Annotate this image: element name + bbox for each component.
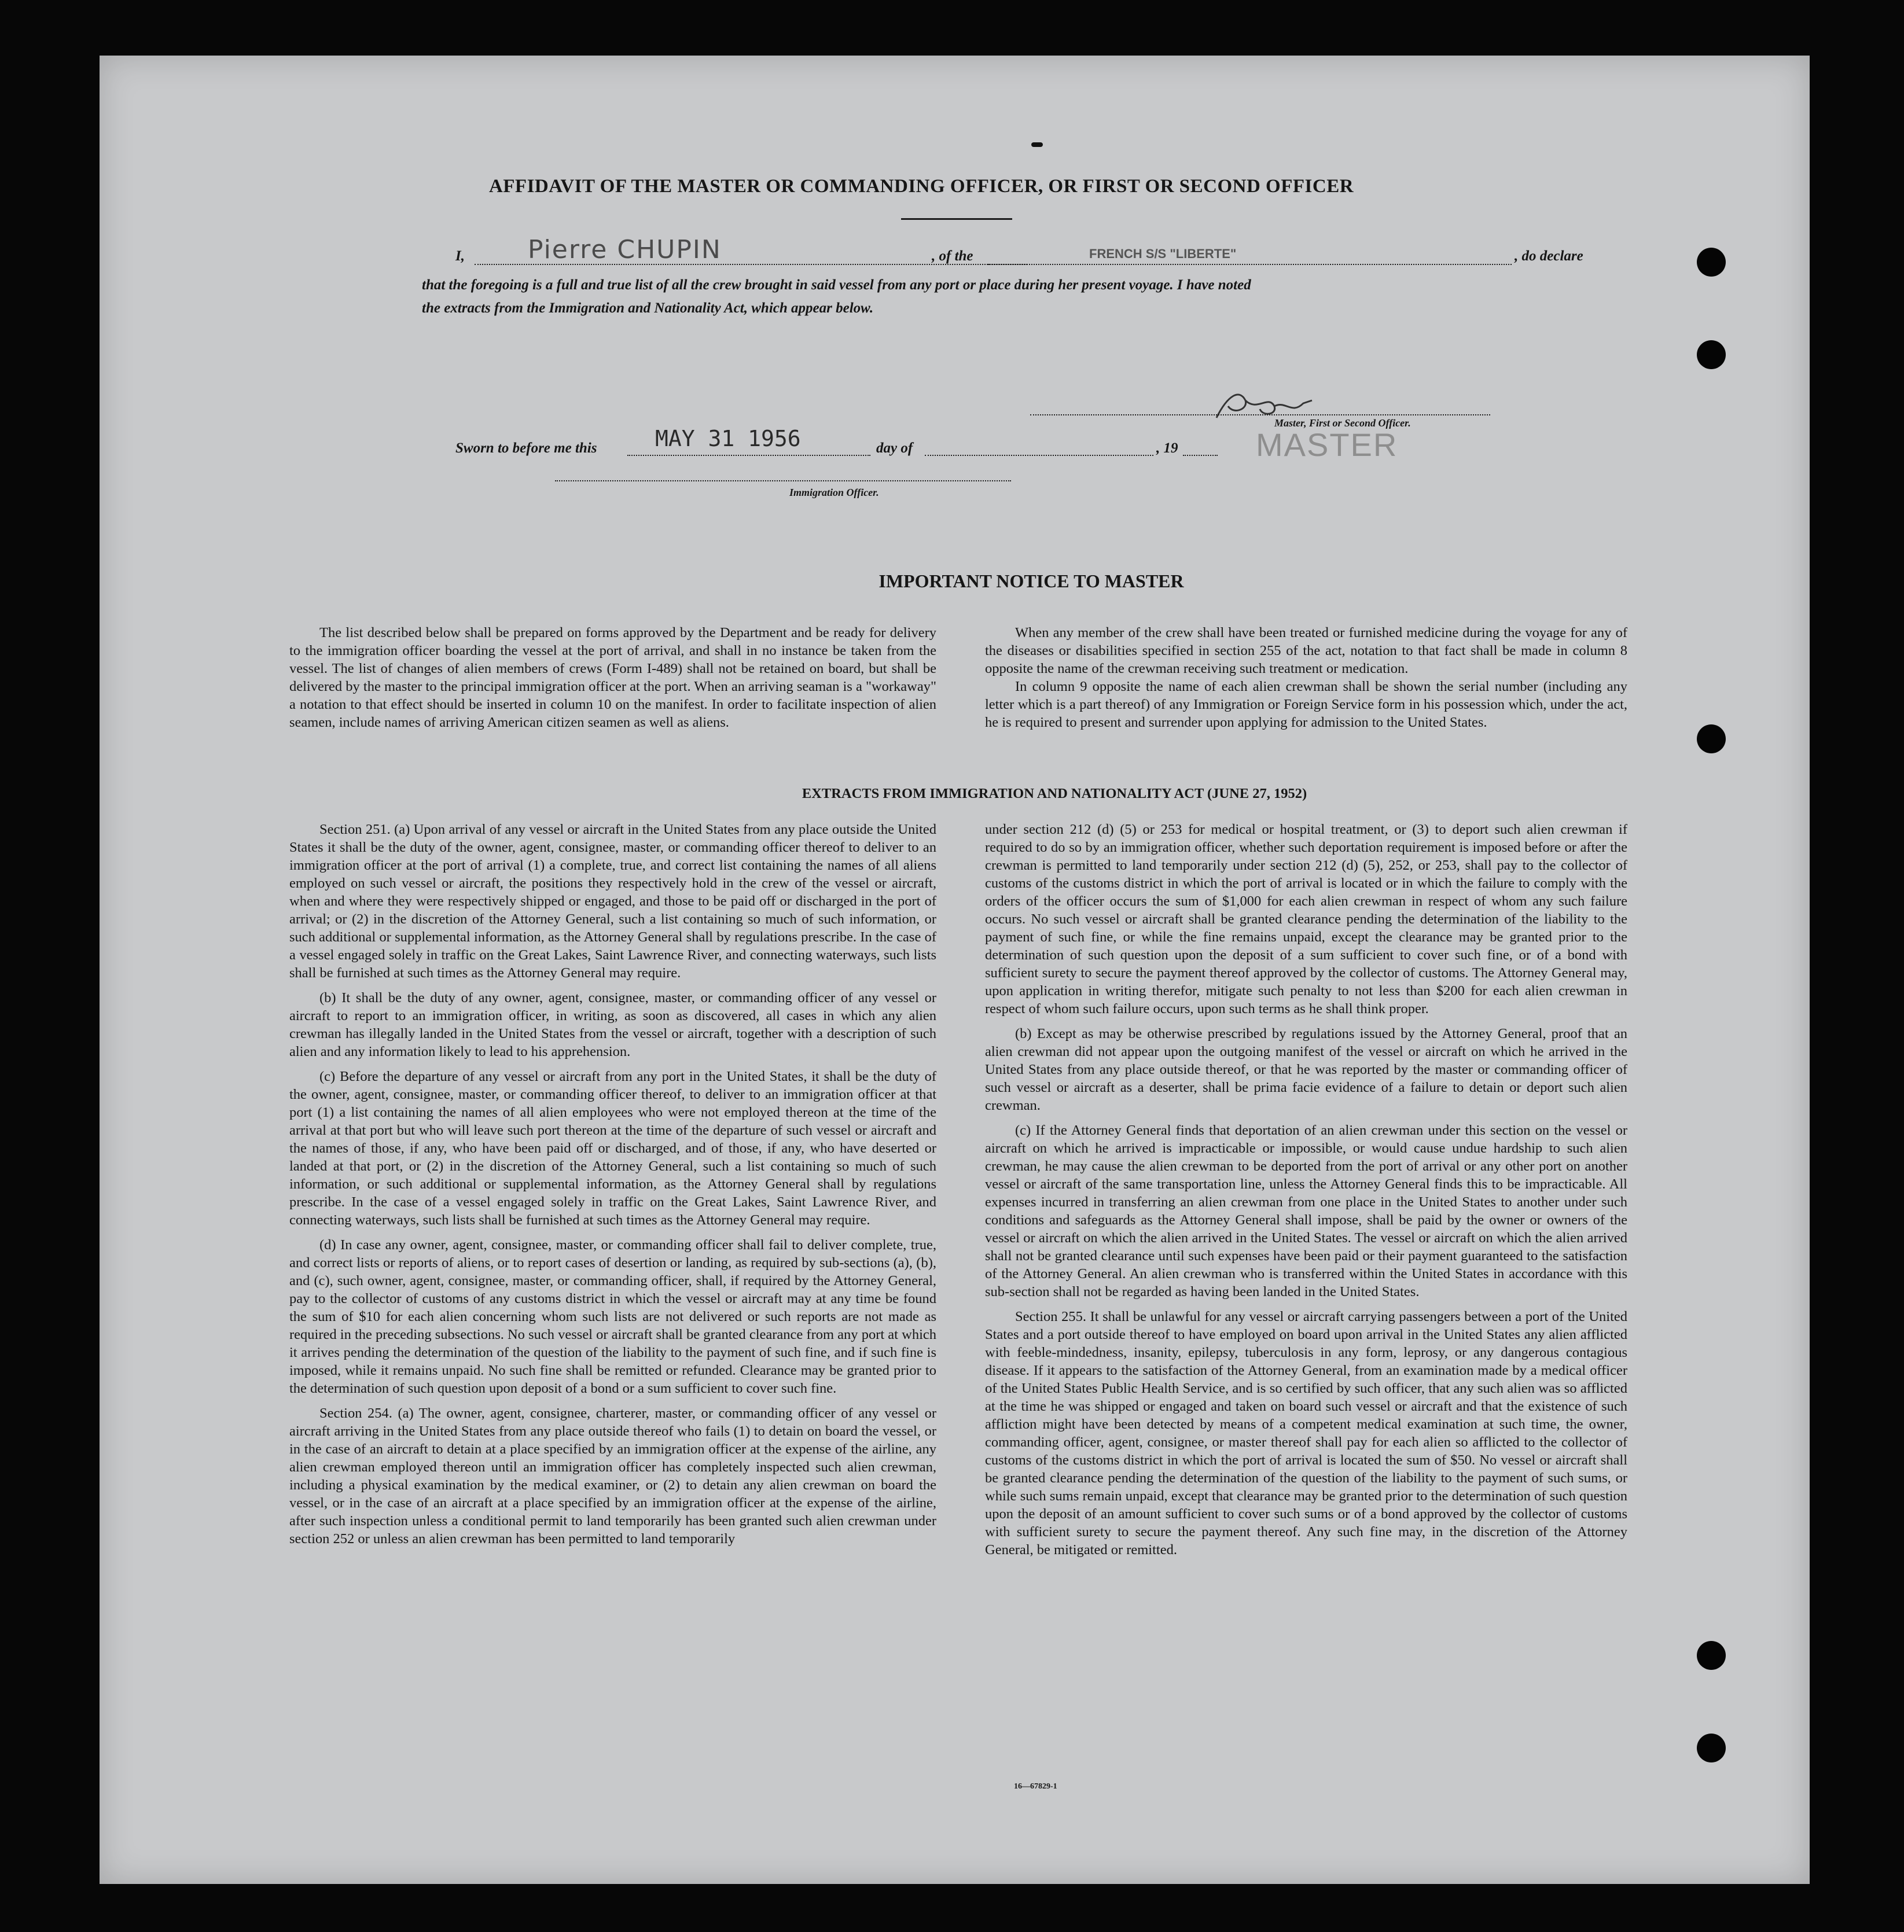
punch-hole: [1697, 248, 1726, 277]
vessel-line: [988, 251, 1512, 265]
declaration-line-1: that the foregoing is a full and true list of all the crew brought in said vessel from any port or place during her present voyage. I have noted: [422, 277, 1251, 293]
section-251-c: (c) Before the departure of any vessel or aircraft from any port in the United States, it shall be the duty of the owner, agent, consignee, master, or commanding officer thereof, to deliver to an immigration officer at that port (1) a list containing the names of all alien employees who were not employed thereon at the time of the arrival at that port but who will leave such port thereon at the time of the departure of such vessel or aircraft and the names of those, if any, who have been paid off or discharged, and of those, if any, who have deserted or landed at that port, or (2) in the discretion of the Attorney General, such a list containing so much of such information, or such additional or supplemental information, as the Attorney General shall by regulations prescribe. In the case of a vessel engaged solely in traffic on the Great Lakes, Saint Lawrence River, and connecting waterways, such lists shall be furnished at such times as the Attorney General may require.: [289, 1069, 936, 1228]
punch-hole: [1697, 340, 1726, 369]
section-254-c: (c) If the Attorney General finds that deportation of an alien crewman under this section on the vessel or aircraft on which he arrived is impracticable or impossible, or would cause undue hardship to such alien crewman, he may cause the alien crewman to be deported from the port of arrival or any other port on another vessel or aircraft of the same transportation line, unless the Attorney General finds this to be impracticable. All expenses incurred in transferring an alien crewman from one place in the United States to another under such conditions and safeguards as the Attorney General shall impose, shall be paid by the owner or owners of the vessel or aircraft on which the alien arrived in the United States. The vessel or aircraft on which the alien arrived shall not be granted clearance until such expenses have been paid or their payment guaranteed to the satisfaction of the Attorney General. An alien crewman who is transferred within the United States in accordance with this sub-section shall not be regarded as having been landed in the United States.: [985, 1123, 1627, 1300]
section-254-a: Section 254. (a) The owner, agent, consignee, charterer, master, or commanding officer of any vessel or aircraft arriving in the United States from any place outside thereof who fails (1) to detain on board the vessel, or in the case of an aircraft to detain at a place specified by an immigration officer at the expense of the airline, any alien crewman employed thereon until an immigration officer has completely inspected such alien crewman, including a physical examination by the medical examiner, or (2) to detain any alien crewman on board the vessel, or in the case of an aircraft at a place specified by an immigration officer at the expense of the airline, after such inspection unless a conditional permit to land temporarily has been granted such alien crewman under section 252 or unless an alien crewman has been permitted to land temporarily: [289, 1405, 936, 1547]
notice-title: IMPORTANT NOTICE TO MASTER: [879, 571, 1184, 591]
affidavit-title: AFFIDAVIT OF THE MASTER OR COMMANDING OFFICER, OR FIRST OR SECOND OFFICER: [488, 176, 1354, 197]
sworn-date-stamp: MAY 31 1956: [655, 426, 801, 451]
signature-caption: Master, First or Second Officer.: [1274, 417, 1411, 429]
extracts-title: EXTRACTS FROM IMMIGRATION AND NATIONALITY ACT (JUNE 27, 1952): [802, 786, 1307, 801]
ink-mark: [1031, 142, 1043, 147]
officer-line: [555, 472, 1011, 481]
day-of-label: day of: [876, 440, 913, 456]
declaration-line-2: the extracts from the Immigration and Nationality Act, which appear below.: [422, 300, 874, 316]
form-number: 16—67829-1: [1014, 1782, 1057, 1791]
sworn-label: Sworn to before me this: [455, 440, 597, 456]
notice-right-paragraph-2: In column 9 opposite the name of each alien crewman shall be shown the serial number (including any letter which is a part thereof) of any Immigration or Foreign Service form in his possession which, under the act, he is required to present and surrender upon applying for admission to the United States.: [985, 679, 1627, 730]
punch-hole: [1697, 724, 1726, 753]
vessel-name: FRENCH S/S "LIBERTE": [1089, 246, 1237, 261]
i-label: I,: [455, 248, 465, 264]
signature-line: [1030, 356, 1490, 415]
year-label: , 19: [1156, 440, 1178, 456]
officer-caption: Immigration Officer.: [789, 487, 879, 498]
punch-hole: [1697, 1734, 1726, 1762]
section-251-a: Section 251. (a) Upon arrival of any vessel or aircraft in the United States from any place outside the United States it shall be the duty of the owner, agent, consignee, master, or commanding officer thereof to deliver to an immigration officer at the port of arrival (1) a complete, true, and correct list containing the names of all aliens employed on such vessel or aircraft, the positions they respectively hold in the crew of the vessel or aircraft, when and where they were respectively shipped or engaged, and those to be paid off or discharged in the port of arrival; or (2) in the discretion of the Attorney General, such a list containing so much of such information, or such additional or supplemental information, as the Attorney General shall by regulations prescribe. In the case of a vessel engaged solely in traffic on the Great Lakes, Saint Lawrence River, and connecting waterways, such lists shall be furnished at such times as the Attorney General may require.: [289, 822, 936, 981]
master-name: Pierre CHUPIN: [528, 235, 722, 264]
of-the-label: , of the: [932, 248, 973, 264]
title-rule: [901, 218, 1012, 220]
master-stamp: MASTER: [1256, 426, 1398, 463]
notice-right-paragraph-1: When any member of the crew shall have been treated or furnished medicine during the voyage for any of the diseases or disabilities specified in section 255 of the act, notation to that fact shall be made in column 8 opposite the name of the crewman receiving such treatment or medication.: [985, 625, 1627, 676]
do-declare-label: , do declare: [1515, 248, 1583, 264]
document-page: [100, 56, 1810, 1884]
month-line: [925, 442, 1153, 456]
section-254-a-continued: under section 212 (d) (5) or 253 for medical or hospital treatment, or (3) to deport such alien crewman if required to do so by an immigration officer, whether such deportation requirement is imposed before or after the crewman is permitted to land temporarily under section 212 (d) (5), 252, or 253, shall pay to the collector of customs of the customs district in which the port of arrival is located or in which the failure to comply with the orders of the officer occurs the sum of $1,000 for each alien crewman in respect of whom any such failure occurs. No such vessel or aircraft shall be granted clearance pending the determination of the liability to the payment of such fine, or while the fine remains unpaid, except the clearance may be granted prior to the determination of such question upon the deposit of a sum sufficient to cover such fine, or of a bond with sufficient surety to secure the payment thereof approved by the collector of customs. The Attorney General may, upon application in writing therefor, mitigate such penalty to not less than $200 for each alien crewman in respect of whom such failure occurs, upon such terms as he shall think proper.: [985, 822, 1627, 1017]
section-255: Section 255. It shall be unlawful for any vessel or aircraft carrying passengers between a port of the United States and a port outside thereof to have employed on board upon arrival in the United States any alien afflicted with feeble-mindedness, insanity, epilepsy, tuberculosis in any form, leprosy, or any dangerous contagious disease. If it appears to the satisfaction of the Attorney General, from an examination made by a medical officer of the United States Public Health Service, and is so certified by such officer, that any such alien was so afflicted at the time he was shipped or engaged and taken on board such vessel or aircraft and that the existence of such affliction might have been detected by means of a competent medical examination at such time, the owner, commanding officer, agent, consignee, or master thereof shall pay for each alien so afflicted to the collector of customs of the customs district in which the port of arrival is located the sum of $50. No vessel or aircraft shall be granted clearance pending the determination of the question of the liability to the payment of such sums, or while such sums remain unpaid, except that clearance may be granted prior to the determination of such question upon the deposit of an amount sufficient to cover such sums or of a bond approved by the collector of customs with sufficient surety to secure the payment thereof. Any such fine may, in the discretion of the Attorney General, be mitigated or remitted.: [985, 1309, 1627, 1558]
section-254-b: (b) Except as may be otherwise prescribed by regulations issued by the Attorney General, proof that an alien crewman did not appear upon the outgoing manifest of the vessel or aircraft on which he arrived in the United States from any place outside thereof, or that he was reported by the master or commanding officer of such vessel or aircraft as a deserter, shall be prima facie evidence of a failure to detain or deport such alien crewman.: [985, 1026, 1627, 1113]
section-251-d: (d) In case any owner, agent, consignee, master, or commanding officer shall fail to deliver complete, true, and correct lists or reports of aliens, or to report cases of desertion or landing, as required by sub-sections (a), (b), and (c), such owner, agent, consignee, master, or commanding officer, shall, if required by the Attorney General, pay to the collector of customs of any customs district in which the vessel or aircraft may at any time be found the sum of $10 for each alien concerning whom such lists are not delivered or such reports are not made as required in the preceding subsections. No such vessel or aircraft shall be granted clearance from any port at which it arrives pending the determination of the question of the liability to the payment of such fine, and if such fine is imposed, while it remains unpaid. No such fine shall be remitted or refunded. Clearance may be granted prior to the determination of such question upon deposit of a bond or a sum sufficient to cover such fine.: [289, 1237, 936, 1396]
notice-left-paragraph: The list described below shall be prepared on forms approved by the Department and be ready for delivery to the immigration officer boarding the vessel at the port of arrival, and shall in no instance be taken from the vessel. The list of changes of alien members of crews (Form I-489) shall not be retained on board, but shall be delivered by the master to the principal immigration officer at the port. When an arriving seaman is a "workaway" a notation to that effect should be inserted in column 10 on the manifest. In order to facilitate inspection of alien seamen, include names of arriving American citizen seamen as well as aliens.: [289, 625, 936, 730]
section-251-b: (b) It shall be the duty of any owner, agent, consignee, master, or commanding officer of any vessel or aircraft to report to an immigration officer, in writing, as soon as discovered, all cases in which any alien crewman has illegally landed in the United States from the vessel or aircraft, together with a description of such alien and any information likely to lead to his apprehension.: [289, 990, 936, 1059]
year-line: [1183, 442, 1218, 456]
punch-hole: [1697, 1641, 1726, 1670]
